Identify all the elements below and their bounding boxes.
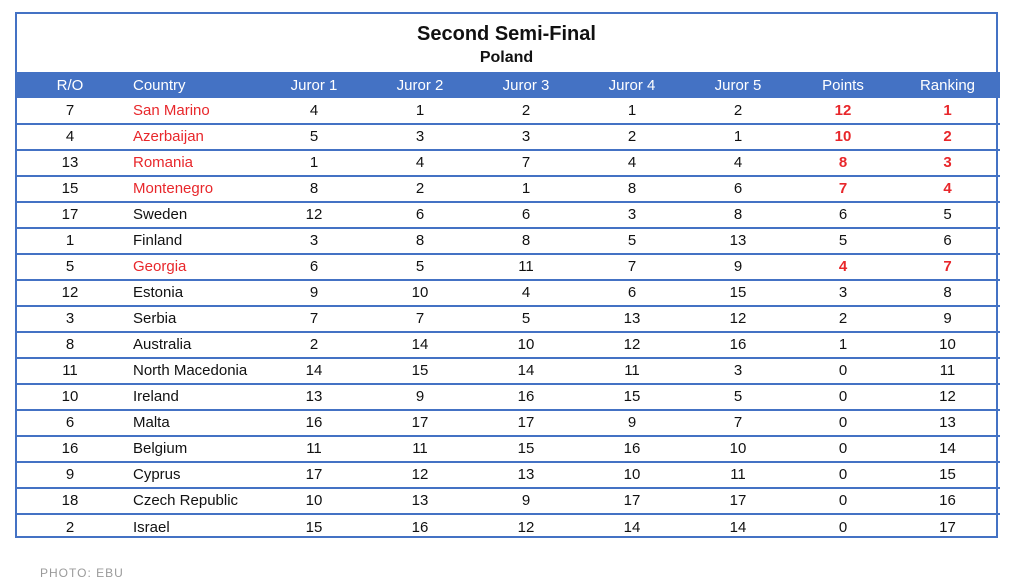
juror-2-cell: 13	[411, 492, 429, 509]
table-row	[17, 332, 1000, 358]
juror-4-cell: 14	[623, 518, 641, 536]
juror-4-cell: 17	[623, 492, 641, 509]
juror-1-cell: 13	[305, 388, 323, 405]
juror-5-cell: 14	[729, 518, 747, 536]
juror-1-cell: 7	[309, 310, 319, 327]
ro-cell: 15	[61, 180, 79, 197]
juror-3-cell: 12	[517, 518, 535, 536]
juror-3-cell: 13	[517, 466, 535, 483]
points-cell: 6	[838, 206, 848, 223]
ranking-cell: 4	[943, 180, 952, 197]
juror-5-cell: 3	[733, 362, 743, 379]
ranking-cell: 15	[939, 466, 956, 483]
juror-1-cell: 8	[309, 180, 319, 197]
points-cell: 7	[838, 180, 848, 197]
points-cell: 8	[838, 154, 848, 171]
juror-2-cell: 14	[411, 336, 429, 353]
ranking-cell: 3	[943, 154, 952, 171]
juror-2-cell: 4	[415, 154, 425, 171]
ro-cell: 16	[61, 440, 79, 457]
juror-3-cell: 3	[521, 128, 531, 145]
juror-5-cell: 8	[733, 206, 743, 223]
juror-1-cell: 5	[309, 128, 319, 145]
juror-2-cell: 10	[411, 284, 429, 301]
header-country: Country	[133, 76, 186, 94]
juror-5-cell: 1	[733, 128, 743, 145]
ranking-cell: 7	[943, 258, 952, 275]
juror-2-cell: 1	[415, 101, 425, 119]
ranking-cell: 1	[943, 101, 952, 119]
points-cell: 5	[838, 232, 848, 249]
table-row	[17, 150, 1000, 176]
ranking-cell: 13	[939, 414, 956, 431]
points-cell: 0	[838, 388, 848, 405]
table-row	[17, 176, 1000, 202]
juror-4-cell: 2	[627, 128, 637, 145]
juror-3-cell: 16	[517, 388, 535, 405]
table-row	[17, 202, 1000, 228]
juror-4-cell: 8	[627, 180, 637, 197]
juror-2-cell: 9	[415, 388, 425, 405]
juror-5-cell: 4	[733, 154, 743, 171]
juror-1-cell: 1	[309, 154, 319, 171]
ranking-cell: 10	[939, 336, 956, 353]
table-row	[17, 98, 1000, 124]
juror-3-cell: 15	[517, 440, 535, 457]
juror-1-cell: 2	[309, 336, 319, 353]
ranking-cell: 14	[939, 440, 956, 457]
juror-4-cell: 10	[623, 466, 641, 483]
juror-2-cell: 7	[415, 310, 425, 327]
juror-2-cell: 12	[411, 466, 429, 483]
ro-cell: 3	[65, 310, 75, 327]
juror-1-cell: 16	[305, 414, 323, 431]
table-row	[17, 254, 1000, 280]
juror-5-cell: 12	[729, 310, 747, 327]
juror-1-cell: 3	[309, 232, 319, 249]
ro-cell: 9	[65, 466, 75, 483]
ranking-cell: 5	[943, 206, 952, 223]
ro-cell: 4	[65, 128, 75, 145]
points-cell: 0	[838, 414, 848, 431]
ro-cell: 17	[61, 206, 79, 223]
table-row	[17, 514, 1000, 540]
juror-3-cell: 6	[521, 206, 531, 223]
table-row	[17, 358, 1000, 384]
points-cell: 0	[838, 440, 848, 457]
points-cell: 3	[838, 284, 848, 301]
header-juror-4: Juror 4	[608, 76, 656, 94]
ro-cell: 11	[62, 362, 78, 379]
juror-4-cell: 5	[627, 232, 637, 249]
header-juror-2: Juror 2	[396, 76, 444, 94]
juror-5-cell: 17	[729, 492, 747, 509]
points-cell: 1	[838, 336, 848, 353]
points-cell: 0	[838, 362, 848, 379]
juror-2-cell: 17	[411, 414, 429, 431]
juror-2-cell: 5	[415, 258, 425, 275]
points-cell: 12	[834, 101, 852, 119]
juror-4-cell: 1	[627, 101, 637, 119]
country-cell: Azerbaijan	[133, 128, 204, 145]
ro-cell: 7	[65, 101, 75, 119]
juror-2-cell: 6	[415, 206, 425, 223]
ranking-cell: 8	[943, 284, 952, 301]
country-cell: Cyprus	[133, 466, 181, 483]
country-cell: Romania	[133, 154, 194, 171]
juror-3-cell: 8	[521, 232, 531, 249]
country-cell: Georgia	[133, 258, 187, 275]
table-row	[17, 228, 1000, 254]
results-table	[17, 72, 1000, 540]
header-juror-1: Juror 1	[290, 76, 338, 94]
results-table-frame	[15, 12, 998, 538]
juror-3-cell: 2	[521, 101, 531, 119]
ranking-cell: 9	[943, 310, 952, 327]
table-row	[17, 488, 1000, 514]
table-row	[17, 384, 1000, 410]
juror-1-cell: 6	[309, 258, 319, 275]
country-cell: Israel	[133, 518, 170, 536]
juror-4-cell: 16	[623, 440, 641, 457]
juror-3-cell: 10	[517, 336, 535, 353]
juror-3-cell: 11	[518, 258, 534, 275]
ranking-cell: 11	[939, 362, 956, 379]
juror-3-cell: 7	[521, 154, 531, 171]
juror-5-cell: 9	[733, 258, 743, 275]
table-row	[17, 280, 1000, 306]
juror-1-cell: 10	[305, 492, 323, 509]
points-cell: 4	[838, 258, 848, 275]
juror-3-cell: 4	[521, 284, 531, 301]
table-row	[17, 436, 1000, 462]
country-cell: Australia	[133, 336, 192, 353]
table-row	[17, 124, 1000, 150]
table-row	[17, 462, 1000, 488]
country-cell: San Marino	[133, 101, 210, 119]
header-juror-3: Juror 3	[502, 76, 550, 94]
points-cell: 0	[838, 518, 848, 536]
juror-3-cell: 14	[517, 362, 535, 379]
header-points: Points	[822, 76, 864, 94]
juror-4-cell: 15	[623, 388, 641, 405]
country-cell: Sweden	[133, 206, 188, 223]
juror-3-cell: 17	[517, 414, 535, 431]
ro-cell: 2	[65, 518, 75, 536]
juror-4-cell: 13	[623, 310, 641, 327]
juror-4-cell: 6	[627, 284, 637, 301]
juror-1-cell: 14	[305, 362, 323, 379]
country-cell: North Macedonia	[133, 362, 248, 379]
ro-cell: 6	[65, 414, 75, 431]
juror-1-cell: 9	[309, 284, 319, 301]
header-ranking: Ranking	[919, 76, 976, 94]
juror-1-cell: 15	[305, 518, 323, 536]
ro-cell: 10	[61, 388, 79, 405]
ro-cell: 13	[61, 154, 79, 171]
ranking-cell: 17	[939, 518, 956, 536]
juror-2-cell: 8	[415, 232, 425, 249]
table-title: Second Semi-Final	[417, 23, 596, 45]
juror-2-cell: 2	[415, 180, 425, 197]
photo-credit: PHOTO: EBU	[40, 566, 124, 580]
juror-5-cell: 11	[730, 466, 746, 483]
table-subtitle: Poland	[479, 49, 534, 66]
juror-3-cell: 5	[521, 310, 531, 327]
juror-3-cell: 9	[521, 492, 531, 509]
country-cell: Czech Republic	[133, 492, 239, 509]
country-cell: Montenegro	[133, 180, 214, 197]
juror-4-cell: 12	[623, 336, 641, 353]
country-cell: Belgium	[133, 440, 188, 457]
table-row	[17, 410, 1000, 436]
juror-2-cell: 11	[412, 440, 428, 457]
country-cell: Malta	[133, 414, 170, 431]
juror-3-cell: 1	[521, 180, 531, 197]
ro-cell: 12	[61, 284, 79, 301]
juror-5-cell: 13	[729, 232, 747, 249]
ranking-cell: 6	[943, 232, 952, 249]
juror-4-cell: 9	[627, 414, 637, 431]
juror-1-cell: 4	[309, 101, 319, 119]
ro-cell: 5	[65, 258, 75, 275]
country-cell: Finland	[133, 232, 183, 249]
juror-5-cell: 7	[733, 414, 743, 431]
points-cell: 0	[838, 492, 848, 509]
juror-5-cell: 10	[729, 440, 747, 457]
ranking-cell: 2	[943, 128, 952, 145]
juror-4-cell: 4	[627, 154, 637, 171]
juror-2-cell: 3	[415, 128, 425, 145]
points-cell: 2	[838, 310, 848, 327]
ro-cell: 1	[65, 232, 75, 249]
title-block	[17, 14, 996, 72]
table-body	[17, 98, 1000, 540]
juror-5-cell: 2	[733, 101, 743, 119]
juror-1-cell: 11	[306, 440, 322, 457]
juror-5-cell: 15	[729, 284, 747, 301]
juror-4-cell: 7	[627, 258, 637, 275]
ro-cell: 18	[61, 492, 79, 509]
juror-4-cell: 3	[627, 206, 637, 223]
points-cell: 10	[834, 128, 852, 145]
juror-2-cell: 15	[411, 362, 429, 379]
juror-1-cell: 17	[305, 466, 323, 483]
ranking-cell: 16	[939, 492, 956, 509]
juror-5-cell: 5	[733, 388, 743, 405]
country-cell: Ireland	[133, 388, 179, 405]
country-cell: Estonia	[133, 284, 184, 301]
juror-5-cell: 16	[729, 336, 747, 353]
ranking-cell: 12	[939, 388, 956, 405]
header-row	[17, 72, 1000, 98]
juror-2-cell: 16	[411, 518, 429, 536]
country-cell: Serbia	[133, 310, 177, 327]
points-cell: 0	[838, 466, 848, 483]
juror-1-cell: 12	[305, 206, 323, 223]
juror-4-cell: 11	[624, 362, 640, 379]
table-row	[17, 306, 1000, 332]
ro-cell: 8	[65, 336, 75, 353]
header-juror-5: Juror 5	[714, 76, 762, 94]
header-ro: R/O	[56, 76, 84, 94]
juror-5-cell: 6	[733, 180, 743, 197]
